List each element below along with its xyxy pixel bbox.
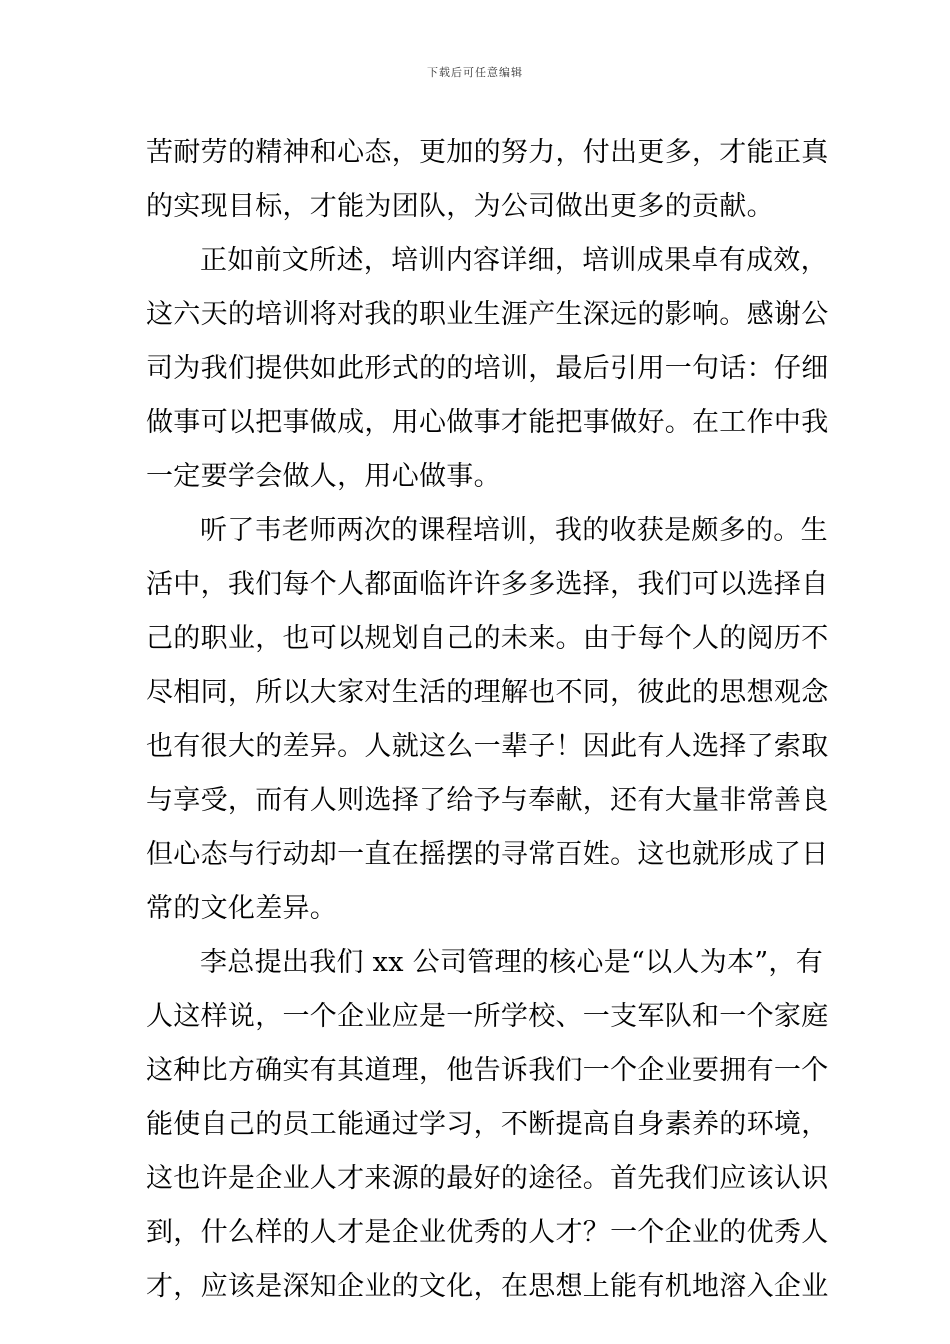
text-line: 这也许是企业人才来源的最好的途径。首先我们应该认识 <box>146 1163 829 1194</box>
text-line: 但心态与行动却一直在摇摆的寻常百姓。这也就形成了日 <box>146 839 829 870</box>
text-line: 做事可以把事做成，用心做事才能把事做好。在工作中我 <box>146 407 829 438</box>
text-line: 常的文化差异。 <box>146 893 338 924</box>
text-line: 一定要学会做人，用心做事。 <box>146 461 501 492</box>
text-line: 也有很大的差异。人就这么一辈子！因此有人选择了索取 <box>146 731 829 762</box>
text-line: 到，什么样的人才是企业优秀的人才？一个企业的优秀人 <box>146 1217 829 1248</box>
text-line: 正如前文所述，培训内容详细，培训成果卓有成效， <box>200 245 828 276</box>
text-line: 才，应该是深知企业的文化，在思想上能有机地溶入企业 <box>146 1271 829 1302</box>
page-header-note: 下载后可任意编辑 <box>427 66 523 79</box>
text-line: 活中，我们每个人都面临许许多多选择，我们可以选择自 <box>146 569 829 600</box>
text-line: 能使自己的员工能通过学习，不断提高自身素养的环境， <box>146 1109 829 1140</box>
text-line: 这六天的培训将对我的职业生涯产生深远的影响。感谢公 <box>146 299 829 330</box>
text-line: 苦耐劳的精神和心态，更加的努力，付出更多，才能正真 <box>146 137 829 168</box>
document-body <box>146 126 829 1314</box>
text-line: 司为我们提供如此形式的的培训，最后引用一句话：仔细 <box>146 353 829 384</box>
text-line: 这种比方确实有其道理，他告诉我们一个企业要拥有一个 <box>146 1055 829 1086</box>
text-line: 尽相同，所以大家对生活的理解也不同，彼此的思想观念 <box>146 677 829 708</box>
text-line: 己的职业，也可以规划自己的未来。由于每个人的阅历不 <box>146 623 829 654</box>
text-line: 的实现目标，才能为团队，为公司做出更多的贡献。 <box>146 191 774 222</box>
text-line: 听了韦老师两次的课程培训，我的收获是颇多的。生 <box>200 515 828 546</box>
text-line: 人这样说，一个企业应是一所学校、一支军队和一个家庭 <box>146 1001 829 1032</box>
text-line: 与享受，而有人则选择了给予与奉献，还有大量非常善良 <box>146 785 829 816</box>
text-line: 李总提出我们 xx 公司管理的核心是“以人为本”，有 <box>200 947 824 978</box>
